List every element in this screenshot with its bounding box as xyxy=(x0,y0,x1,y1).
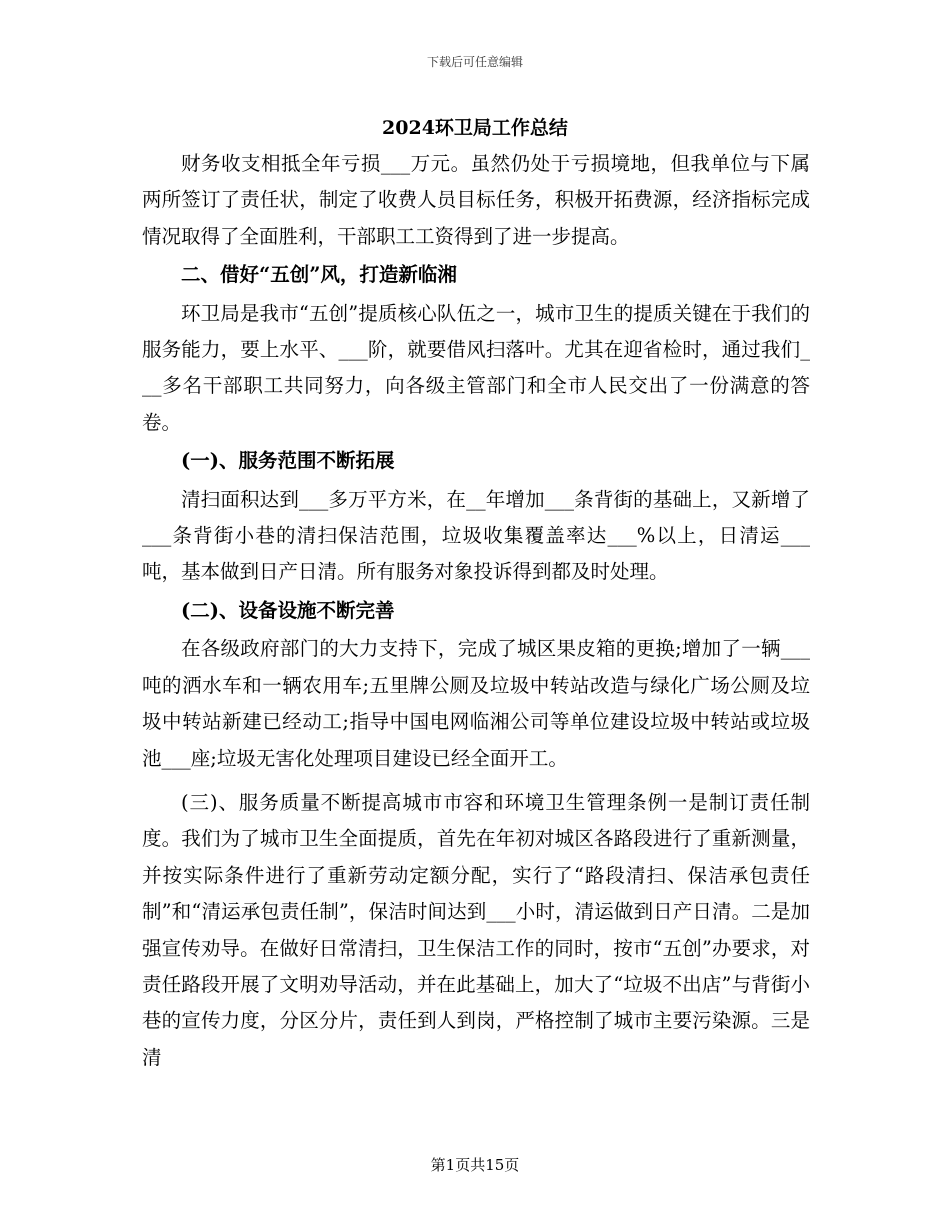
page-header-note: 下载后可任意编辑 xyxy=(426,55,523,69)
subsection-heading-service-scope: (一)、服务范围不断拓展 xyxy=(181,449,395,473)
paragraph-cleaning-area: 清扫面积达到___多万平方米，在__年增加___条背街的基础上，又新增了___条背街小巷的清扫保洁范围，垃圾收集覆盖率达___%以上，日清运___吨，基本做到日产日清。所有服务对象投诉得到都及时处理。 xyxy=(142,487,810,584)
paragraph-service-quality: (三)、服务质量不断提高城市市容和环境卫生管理条例一是制订责任制度。我们为了城市卫生全面提质，首先在年初对城区各路段进行了重新测量，并按实际条件进行了重新劳动定额分配，实行了“路段清扫、保洁承包责任制”和“清运承包责任制”，保洁时间达到___小时，清运做到日产日清。二是加强宣传劝导。在做好日常清扫，卫生保洁工作的同时，按市“五创”办要求，对责任路段开展了文明劝导活动，并在此基础上，加大了“垃圾不出店”与背街小巷的宣传力度，分区分片，责任到人到岗，严格控制了城市主要污染源。三是清 xyxy=(142,790,810,1069)
page-number-footer: 第1页共15页 xyxy=(430,1156,520,1174)
section-heading-wuchuang: 二、借好“五创”风，打造新临湘 xyxy=(181,263,457,287)
document-body xyxy=(142,146,810,1076)
paragraph-finance: 财务收支相抵全年亏损___万元。虽然仍处于亏损境地，但我单位与下属两所签订了责任状，制定了收费人员目标任务，积极开拓费源，经济指标完成情况取得了全面胜利，干部职工工资得到了进一步提高。 xyxy=(142,152,810,248)
paragraph-facilities: 在各级政府部门的大力支持下，完成了城区果皮箱的更换;增加了一辆___吨的洒水车和一辆农用车;五里牌公厕及垃圾中转站改造与绿化广场公厕及垃圾中转站新建已经动工;指导中国电网临湘公司等单位建设垃圾中转站或垃圾池___座;垃圾无害化处理项目建设已经全面开工。 xyxy=(142,637,810,770)
document-title: 2024环卫局工作总结 xyxy=(382,117,568,139)
paragraph-service-capability: 环卫局是我市“五创”提质核心队伍之一，城市卫生的提质关键在于我们的服务能力，要上水平、___阶，就要借风扫落叶。尤其在迎省检时，通过我们___多名干部职工共同努力，向各级主管部门和全市人民交出了一份满意的答卷。 xyxy=(142,301,810,434)
subsection-heading-facilities: (二)、设备设施不断完善 xyxy=(181,598,395,622)
